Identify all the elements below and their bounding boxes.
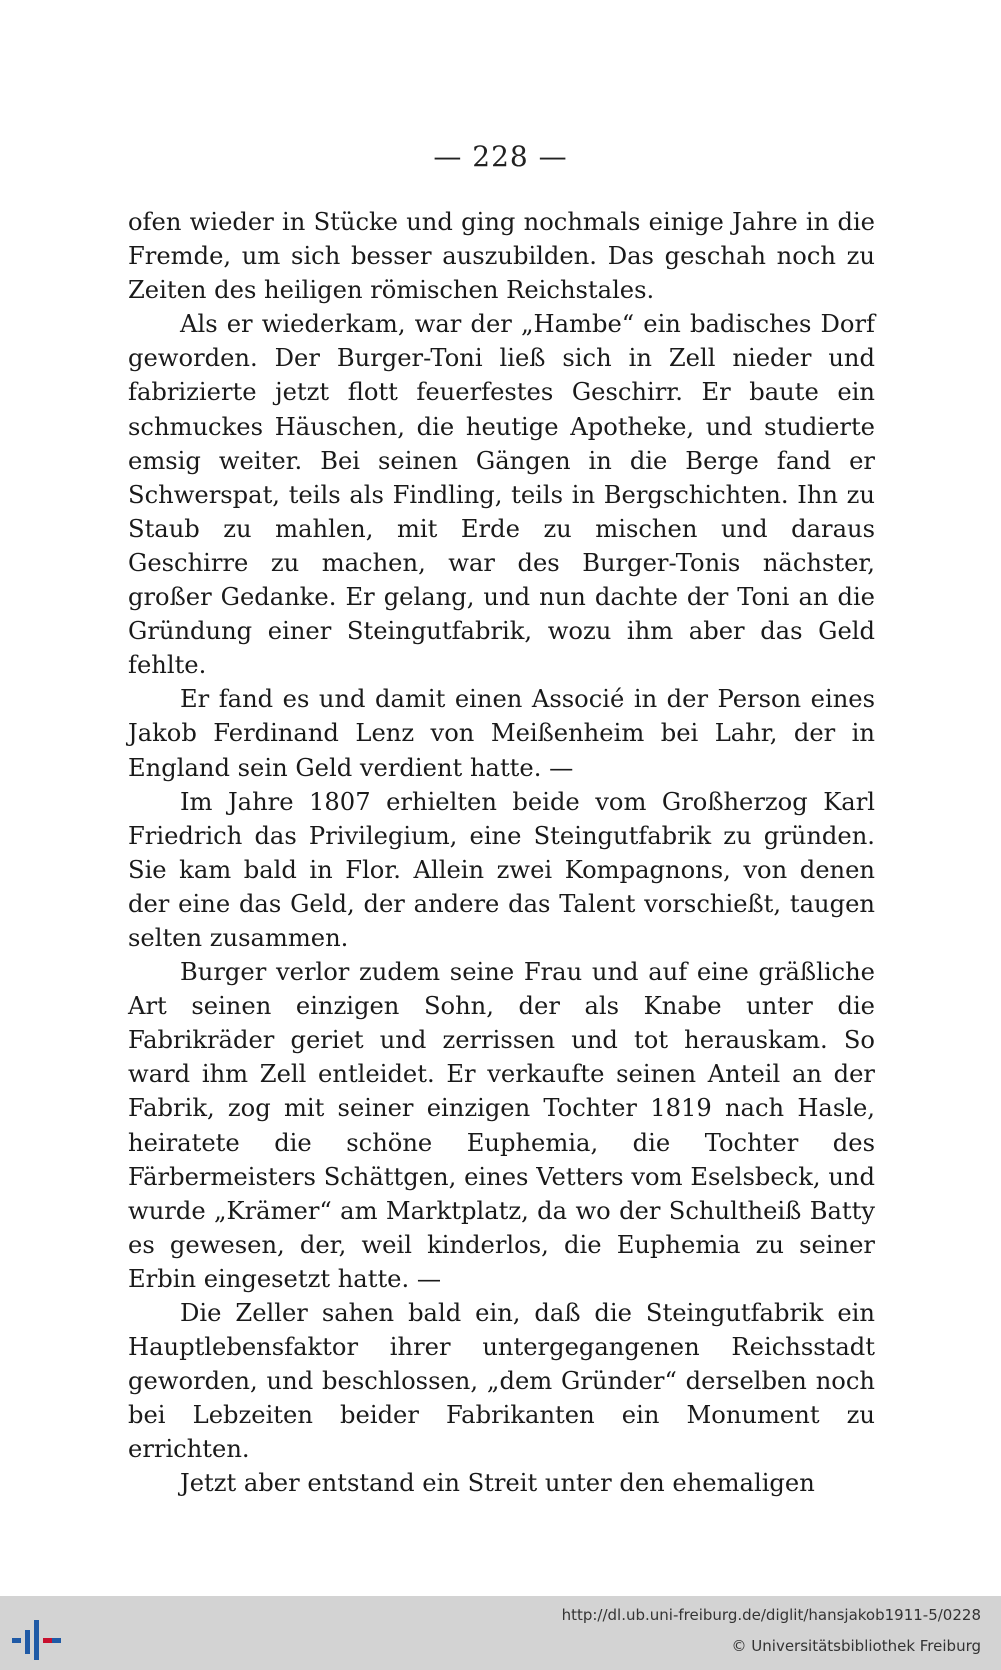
ub-freiburg-logo-icon[interactable] bbox=[8, 1608, 64, 1660]
paragraph: Jetzt aber entstand ein Streit unter den ehemaligen bbox=[180, 1469, 815, 1498]
page-number: — 228 — bbox=[433, 140, 568, 173]
paragraph: Burger verlor zudem seine Frau und auf eine gräßliche Art seinen einzigen Sohn, der als Knabe unter die Fabrikräder geriet und zerrissen und tot herauskam. So ward ihm Zell entleidet. Er verkaufte seinen Anteil an der Fabrik, zog mit seiner einzigen Tochter 1819 nach Hasle, heiratete die schöne Euphemia, die Tochter des Färbermeisters Schättgen, eines Vetters vom Eselsbeck, und wurde „Krämer“ am Marktplatz, da wo der Schultheiß Batty es gewesen, der, weil kinderlos, die Euphemia zu seiner Erbin eingesetzt hatte. — bbox=[128, 958, 875, 1293]
body-text bbox=[128, 205, 875, 1501]
paragraph: Er fand es und damit einen Associé in der Person eines Jakob Ferdinand Lenz von Meißenheim bei Lahr, der in England sein Geld verdient hatte. — bbox=[128, 685, 875, 782]
paragraph: Als er wiederkam, war der „Hambe“ ein badisches Dorf geworden. Der Burger-Toni ließ sich in Zell nieder und fabrizierte jetzt flott feuerfestes Geschirr. Er baute ein schmuckes Häuschen, die heutige Apotheke, und studierte emsig weiter. Bei seinen Gängen in die Berge fand er Schwerspat, teils als Findling, teils in Bergschichten. Ihn zu Staub zu mahlen, mit Erde zu mischen und daraus Geschirre zu machen, war des Burger-Tonis nächster, großer Gedanke. Er gelang, und nun dachte der Toni an die Gründung einer Steingutfabrik, wozu ihm aber das Geld fehlte. bbox=[128, 310, 875, 680]
paragraph: ofen wieder in Stücke und ging nochmals einige Jahre in die Fremde, um sich besser auszubilden. Das geschah noch zu Zeiten des heiligen römischen Reichstales. bbox=[128, 208, 875, 305]
paragraph: Im Jahre 1807 erhielten beide vom Großherzog Karl Friedrich das Privilegium, eine Steingutfabrik zu gründen. Sie kam bald in Flor. Allein zwei Kompagnons, von denen der eine das Geld, der andere das Talent vorschießt, taugen selten zusammen. bbox=[128, 787, 875, 952]
footer-bar bbox=[0, 1596, 1001, 1670]
source-url-link[interactable]: http://dl.ub.uni-freiburg.de/diglit/hansjakob1911-5/0228 bbox=[561, 1606, 981, 1624]
paragraph: Die Zeller sahen bald ein, daß die Steingutfabrik ein Hauptlebensfaktor ihrer untergegangenen Reichsstadt geworden, und beschlossen, „dem Gründer“ derselben noch bei Lebzeiten beider Fabrikanten ein Monument zu errichten. bbox=[128, 1299, 875, 1464]
copyright-notice: © Universitätsbibliothek Freiburg bbox=[731, 1637, 981, 1655]
